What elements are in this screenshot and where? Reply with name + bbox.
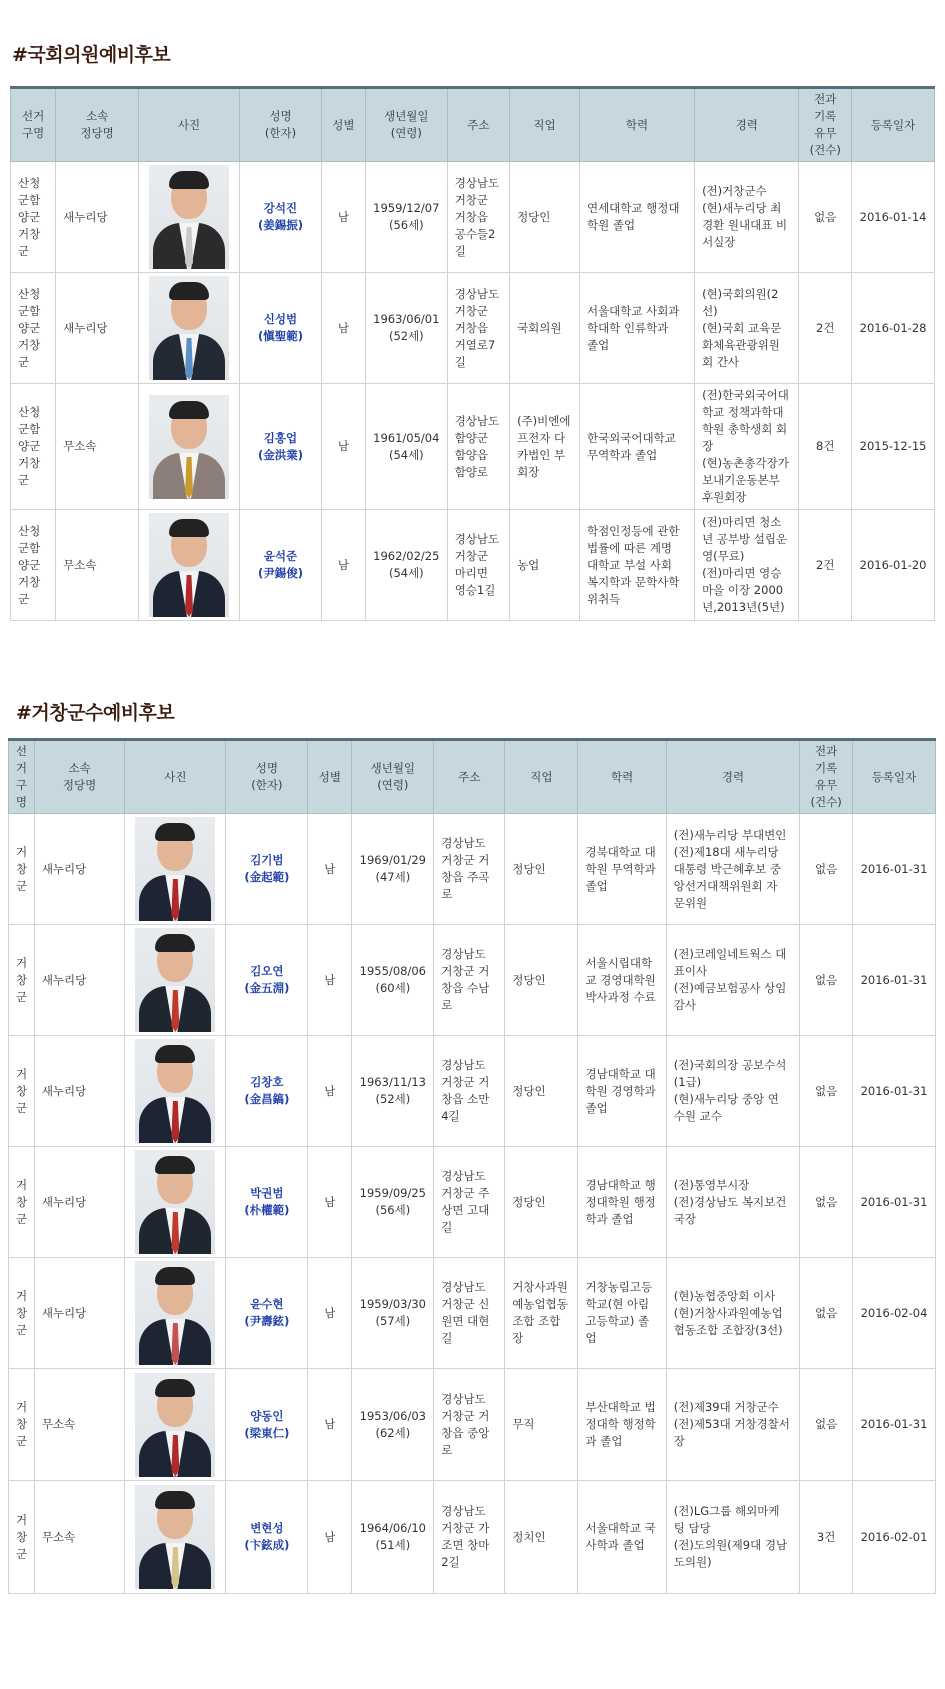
cell-career: (전)통영부시장 (전)경상남도 복지보건 국장 [666, 1147, 800, 1258]
cell-gender: 남 [308, 1147, 352, 1258]
candidate-photo [149, 276, 229, 380]
cell-registration-date: 2016-02-04 [853, 1258, 936, 1369]
header-job: 직업 [505, 740, 578, 814]
table-row [11, 162, 935, 273]
candidate-photo [135, 1150, 215, 1254]
cell-criminal-record: 없음 [800, 814, 853, 925]
cell-name: 신성범 (愼聖範) [240, 273, 322, 384]
header-job: 직업 [510, 88, 580, 162]
cell-photo [138, 510, 239, 621]
cell-party: 새누리당 [34, 814, 124, 925]
header-photo: 사진 [125, 740, 226, 814]
candidate-photo [135, 1485, 215, 1589]
cell-name: 박권범 (朴權範) [226, 1147, 308, 1258]
cell-district: 거 창 군 [9, 814, 35, 925]
cell-name: 김기범 (金起範) [226, 814, 308, 925]
cell-party: 무소속 [34, 1369, 124, 1481]
cell-name: 양동인 (梁東仁) [226, 1369, 308, 1481]
cell-education: 경북대학교 대 학원 무역학과 졸업 [578, 814, 666, 925]
cell-district: 거 창 군 [9, 1258, 35, 1369]
cell-name: 김홍업 (金洪業) [240, 384, 322, 510]
candidate-photo [149, 395, 229, 499]
cell-party: 무소속 [56, 384, 139, 510]
table-header-row [11, 88, 935, 162]
cell-gender: 남 [321, 162, 365, 273]
table-row [11, 384, 935, 510]
cell-career: (전)국회의장 공보수석 (1급) (현)새누리당 중앙 연 수원 교수 [666, 1036, 800, 1147]
cell-party: 새누리당 [34, 925, 124, 1036]
header-education: 학력 [578, 740, 666, 814]
header-registration-date: 등록일자 [852, 88, 935, 162]
table-row [9, 814, 936, 925]
cell-career: (현)농협중앙회 이사 (현)거창사과원예농업 협동조합 조합장(3선) [666, 1258, 800, 1369]
table-row [9, 925, 936, 1036]
header-criminal-record: 전과 기록 유무 (건수) [800, 740, 853, 814]
cell-education: 학점인정등에 관한 법률에 따른 계명 대학교 부설 사회 복지학과 문학사학 위취득 [579, 510, 694, 621]
cell-address: 경상남도 거창군 거창읍 공수들2 길 [447, 162, 509, 273]
cell-career: (전)새누리당 부대변인 (전)제18대 새누리당 대통령 박근혜후보 중 앙선거대책위원회 자 문위원 [666, 814, 800, 925]
cell-party: 새누리당 [34, 1036, 124, 1147]
cell-education: 경남대학교 행 정대학원 행정 학과 졸업 [578, 1147, 666, 1258]
cell-criminal-record: 없음 [800, 1369, 853, 1481]
header-party: 소속 정당명 [56, 88, 139, 162]
candidate-photo [135, 928, 215, 1032]
header-address: 주소 [447, 88, 509, 162]
cell-address: 경상남도 거창군 거 창읍 주곡 로 [434, 814, 505, 925]
cell-gender: 남 [308, 1258, 352, 1369]
cell-address: 경상남도 거창군 마리면 영승1길 [447, 510, 509, 621]
cell-address: 경상남도 거창군 주 상면 고대 길 [434, 1147, 505, 1258]
cell-birth: 1953/06/03 (62세) [352, 1369, 434, 1481]
cell-career: (전)코레일네트웍스 대 표이사 (전)예금보험공사 상임 감사 [666, 925, 800, 1036]
cell-gender: 남 [321, 510, 365, 621]
cell-district: 산청 군함 양군 거창 군 [11, 510, 56, 621]
candidate-photo [135, 1261, 215, 1365]
cell-photo [138, 162, 239, 273]
cell-birth: 1962/02/25 (54세) [365, 510, 447, 621]
cell-address: 경상남도 거창군 가 조면 창마 2길 [434, 1481, 505, 1594]
cell-photo [125, 1147, 226, 1258]
county-mayor-candidates-table [8, 738, 936, 1594]
cell-registration-date: 2016-01-31 [853, 1369, 936, 1481]
cell-criminal-record: 없음 [800, 1147, 853, 1258]
cell-district: 산청 군함 양군 거창 군 [11, 273, 56, 384]
cell-criminal-record: 없음 [800, 1036, 853, 1147]
cell-job: 정당인 [505, 1036, 578, 1147]
header-address: 주소 [434, 740, 505, 814]
header-birth: 생년월일 (연령) [352, 740, 434, 814]
cell-registration-date: 2016-01-14 [852, 162, 935, 273]
table-row [9, 1036, 936, 1147]
cell-district: 거 창 군 [9, 925, 35, 1036]
cell-photo [125, 1481, 226, 1594]
section-title-national-assembly: #국회의원예비후보 [12, 44, 171, 66]
cell-job: (주)비엔에 프전자 다 카법인 부 회장 [510, 384, 580, 510]
cell-education: 서울대학교 국 사학과 졸업 [578, 1481, 666, 1594]
table-row [11, 510, 935, 621]
candidate-photo [149, 165, 229, 269]
cell-job: 국회의원 [510, 273, 580, 384]
cell-education: 서울시립대학 교 경영대학원 박사과정 수료 [578, 925, 666, 1036]
cell-career: (전)LG그룹 해외마케 팅 담당 (전)도의원(제9대 경남 도의원) [666, 1481, 800, 1594]
cell-job: 무직 [505, 1369, 578, 1481]
header-gender: 성별 [308, 740, 352, 814]
cell-party: 무소속 [56, 510, 139, 621]
cell-registration-date: 2015-12-15 [852, 384, 935, 510]
cell-registration-date: 2016-01-31 [853, 814, 936, 925]
cell-birth: 1959/09/25 (56세) [352, 1147, 434, 1258]
cell-birth: 1963/06/01 (52세) [365, 273, 447, 384]
cell-criminal-record: 2건 [799, 510, 852, 621]
table-row [11, 273, 935, 384]
cell-registration-date: 2016-01-31 [853, 1147, 936, 1258]
cell-career: (전)한국외국어대 학교 정책과학대 학원 총학생회 회 장 (현)농촌총각장가 보내기운동본부 후원회장 [695, 384, 799, 510]
cell-job: 정당인 [505, 925, 578, 1036]
cell-gender: 남 [321, 273, 365, 384]
table-row [9, 1369, 936, 1481]
cell-photo [125, 814, 226, 925]
cell-career: (현)국회의원(2 선) (현)국회 교육문 화체육관광위원 회 간사 [695, 273, 799, 384]
cell-education: 연세대학교 행정대 학원 졸업 [579, 162, 694, 273]
cell-registration-date: 2016-01-20 [852, 510, 935, 621]
cell-name: 윤석준 (尹錫俊) [240, 510, 322, 621]
cell-gender: 남 [308, 814, 352, 925]
cell-criminal-record: 2건 [799, 273, 852, 384]
cell-job: 거창사과원 예농업협동 조합 조합 장 [505, 1258, 578, 1369]
cell-registration-date: 2016-02-01 [853, 1481, 936, 1594]
cell-district: 거 창 군 [9, 1369, 35, 1481]
cell-name: 김창호 (金昌鎬) [226, 1036, 308, 1147]
cell-address: 경상남도 거창군 신 원면 대현 길 [434, 1258, 505, 1369]
header-career: 경력 [695, 88, 799, 162]
header-criminal-record: 전과 기록 유무 (건수) [799, 88, 852, 162]
cell-address: 경상남도 거창군 거 창읍 수남 로 [434, 925, 505, 1036]
cell-name: 김오연 (金五淵) [226, 925, 308, 1036]
cell-registration-date: 2016-01-28 [852, 273, 935, 384]
header-registration-date: 등록일자 [853, 740, 936, 814]
cell-address: 경상남도 거창군 거창읍 거열로7 길 [447, 273, 509, 384]
table-row [9, 1147, 936, 1258]
cell-career: (전)마리면 청소 년 공부방 설립운 영(무료) (전)마리면 영승 마을 이장 2000 년,2013년(5년) [695, 510, 799, 621]
cell-district: 거 창 군 [9, 1481, 35, 1594]
cell-party: 새누리당 [56, 273, 139, 384]
cell-photo [138, 273, 239, 384]
cell-photo [125, 925, 226, 1036]
cell-district: 거 창 군 [9, 1147, 35, 1258]
cell-job: 정당인 [505, 1147, 578, 1258]
cell-career: (전)제39대 거창군수 (전)제53대 거창경찰서 장 [666, 1369, 800, 1481]
cell-gender: 남 [308, 1481, 352, 1594]
cell-party: 새누리당 [56, 162, 139, 273]
header-education: 학력 [579, 88, 694, 162]
cell-birth: 1959/12/07 (56세) [365, 162, 447, 273]
candidate-photo [149, 513, 229, 617]
cell-party: 무소속 [34, 1481, 124, 1594]
header-birth: 생년월일 (연령) [365, 88, 447, 162]
cell-photo [125, 1369, 226, 1481]
cell-birth: 1961/05/04 (54세) [365, 384, 447, 510]
cell-address: 경상남도 거창군 거 창읍 소만 4길 [434, 1036, 505, 1147]
candidate-photo [135, 1039, 215, 1143]
cell-criminal-record: 없음 [800, 1258, 853, 1369]
header-gender: 성별 [321, 88, 365, 162]
table-row [9, 1481, 936, 1594]
cell-criminal-record: 3건 [800, 1481, 853, 1594]
cell-registration-date: 2016-01-31 [853, 925, 936, 1036]
cell-district: 산청 군함 양군 거창 군 [11, 384, 56, 510]
header-district: 선 거 구 명 [9, 740, 35, 814]
cell-gender: 남 [308, 1369, 352, 1481]
cell-education: 부산대학교 법 정대학 행정학 과 졸업 [578, 1369, 666, 1481]
section-title-county-mayor: #거창군수예비후보 [16, 702, 175, 724]
candidate-photo [135, 1373, 215, 1477]
national-assembly-candidates-table [10, 86, 935, 621]
cell-district: 산청 군함 양군 거창 군 [11, 162, 56, 273]
cell-criminal-record: 8건 [799, 384, 852, 510]
header-name: 성명 (한자) [240, 88, 322, 162]
cell-birth: 1969/01/29 (47세) [352, 814, 434, 925]
cell-job: 정당인 [510, 162, 580, 273]
cell-job: 정치인 [505, 1481, 578, 1594]
header-district: 선거 구명 [11, 88, 56, 162]
cell-photo [125, 1258, 226, 1369]
table-row [9, 1258, 936, 1369]
cell-party: 새누리당 [34, 1147, 124, 1258]
cell-birth: 1955/08/06 (60세) [352, 925, 434, 1036]
candidate-photo [135, 817, 215, 921]
cell-job: 정당인 [505, 814, 578, 925]
cell-gender: 남 [308, 1036, 352, 1147]
cell-address: 경상남도 함양군 함양읍 함양로 [447, 384, 509, 510]
cell-gender: 남 [321, 384, 365, 510]
cell-name: 윤수현 (尹壽鉉) [226, 1258, 308, 1369]
cell-name: 강석진 (姜錫振) [240, 162, 322, 273]
cell-education: 거창농림고등 학교(현 아림 고등학교) 졸 업 [578, 1258, 666, 1369]
header-career: 경력 [666, 740, 800, 814]
cell-gender: 남 [308, 925, 352, 1036]
cell-education: 한국외국어대학교 무역학과 졸업 [579, 384, 694, 510]
cell-name: 변현성 (卞鉉成) [226, 1481, 308, 1594]
cell-party: 새누리당 [34, 1258, 124, 1369]
cell-criminal-record: 없음 [800, 925, 853, 1036]
cell-photo [138, 384, 239, 510]
table-header-row [9, 740, 936, 814]
cell-address: 경상남도 거창군 거 창읍 중앙 로 [434, 1369, 505, 1481]
cell-photo [125, 1036, 226, 1147]
cell-career: (전)거창군수 (현)새누리당 최 경환 원내대표 비 서실장 [695, 162, 799, 273]
header-photo: 사진 [138, 88, 239, 162]
cell-education: 경남대학교 대 학원 경영학과 졸업 [578, 1036, 666, 1147]
cell-birth: 1959/03/30 (57세) [352, 1258, 434, 1369]
cell-criminal-record: 없음 [799, 162, 852, 273]
cell-birth: 1963/11/13 (52세) [352, 1036, 434, 1147]
cell-education: 서울대학교 사회과 학대학 인류학과 졸업 [579, 273, 694, 384]
header-name: 성명 (한자) [226, 740, 308, 814]
header-party: 소속 정당명 [34, 740, 124, 814]
cell-birth: 1964/06/10 (51세) [352, 1481, 434, 1594]
cell-job: 농업 [510, 510, 580, 621]
cell-registration-date: 2016-01-31 [853, 1036, 936, 1147]
cell-district: 거 창 군 [9, 1036, 35, 1147]
